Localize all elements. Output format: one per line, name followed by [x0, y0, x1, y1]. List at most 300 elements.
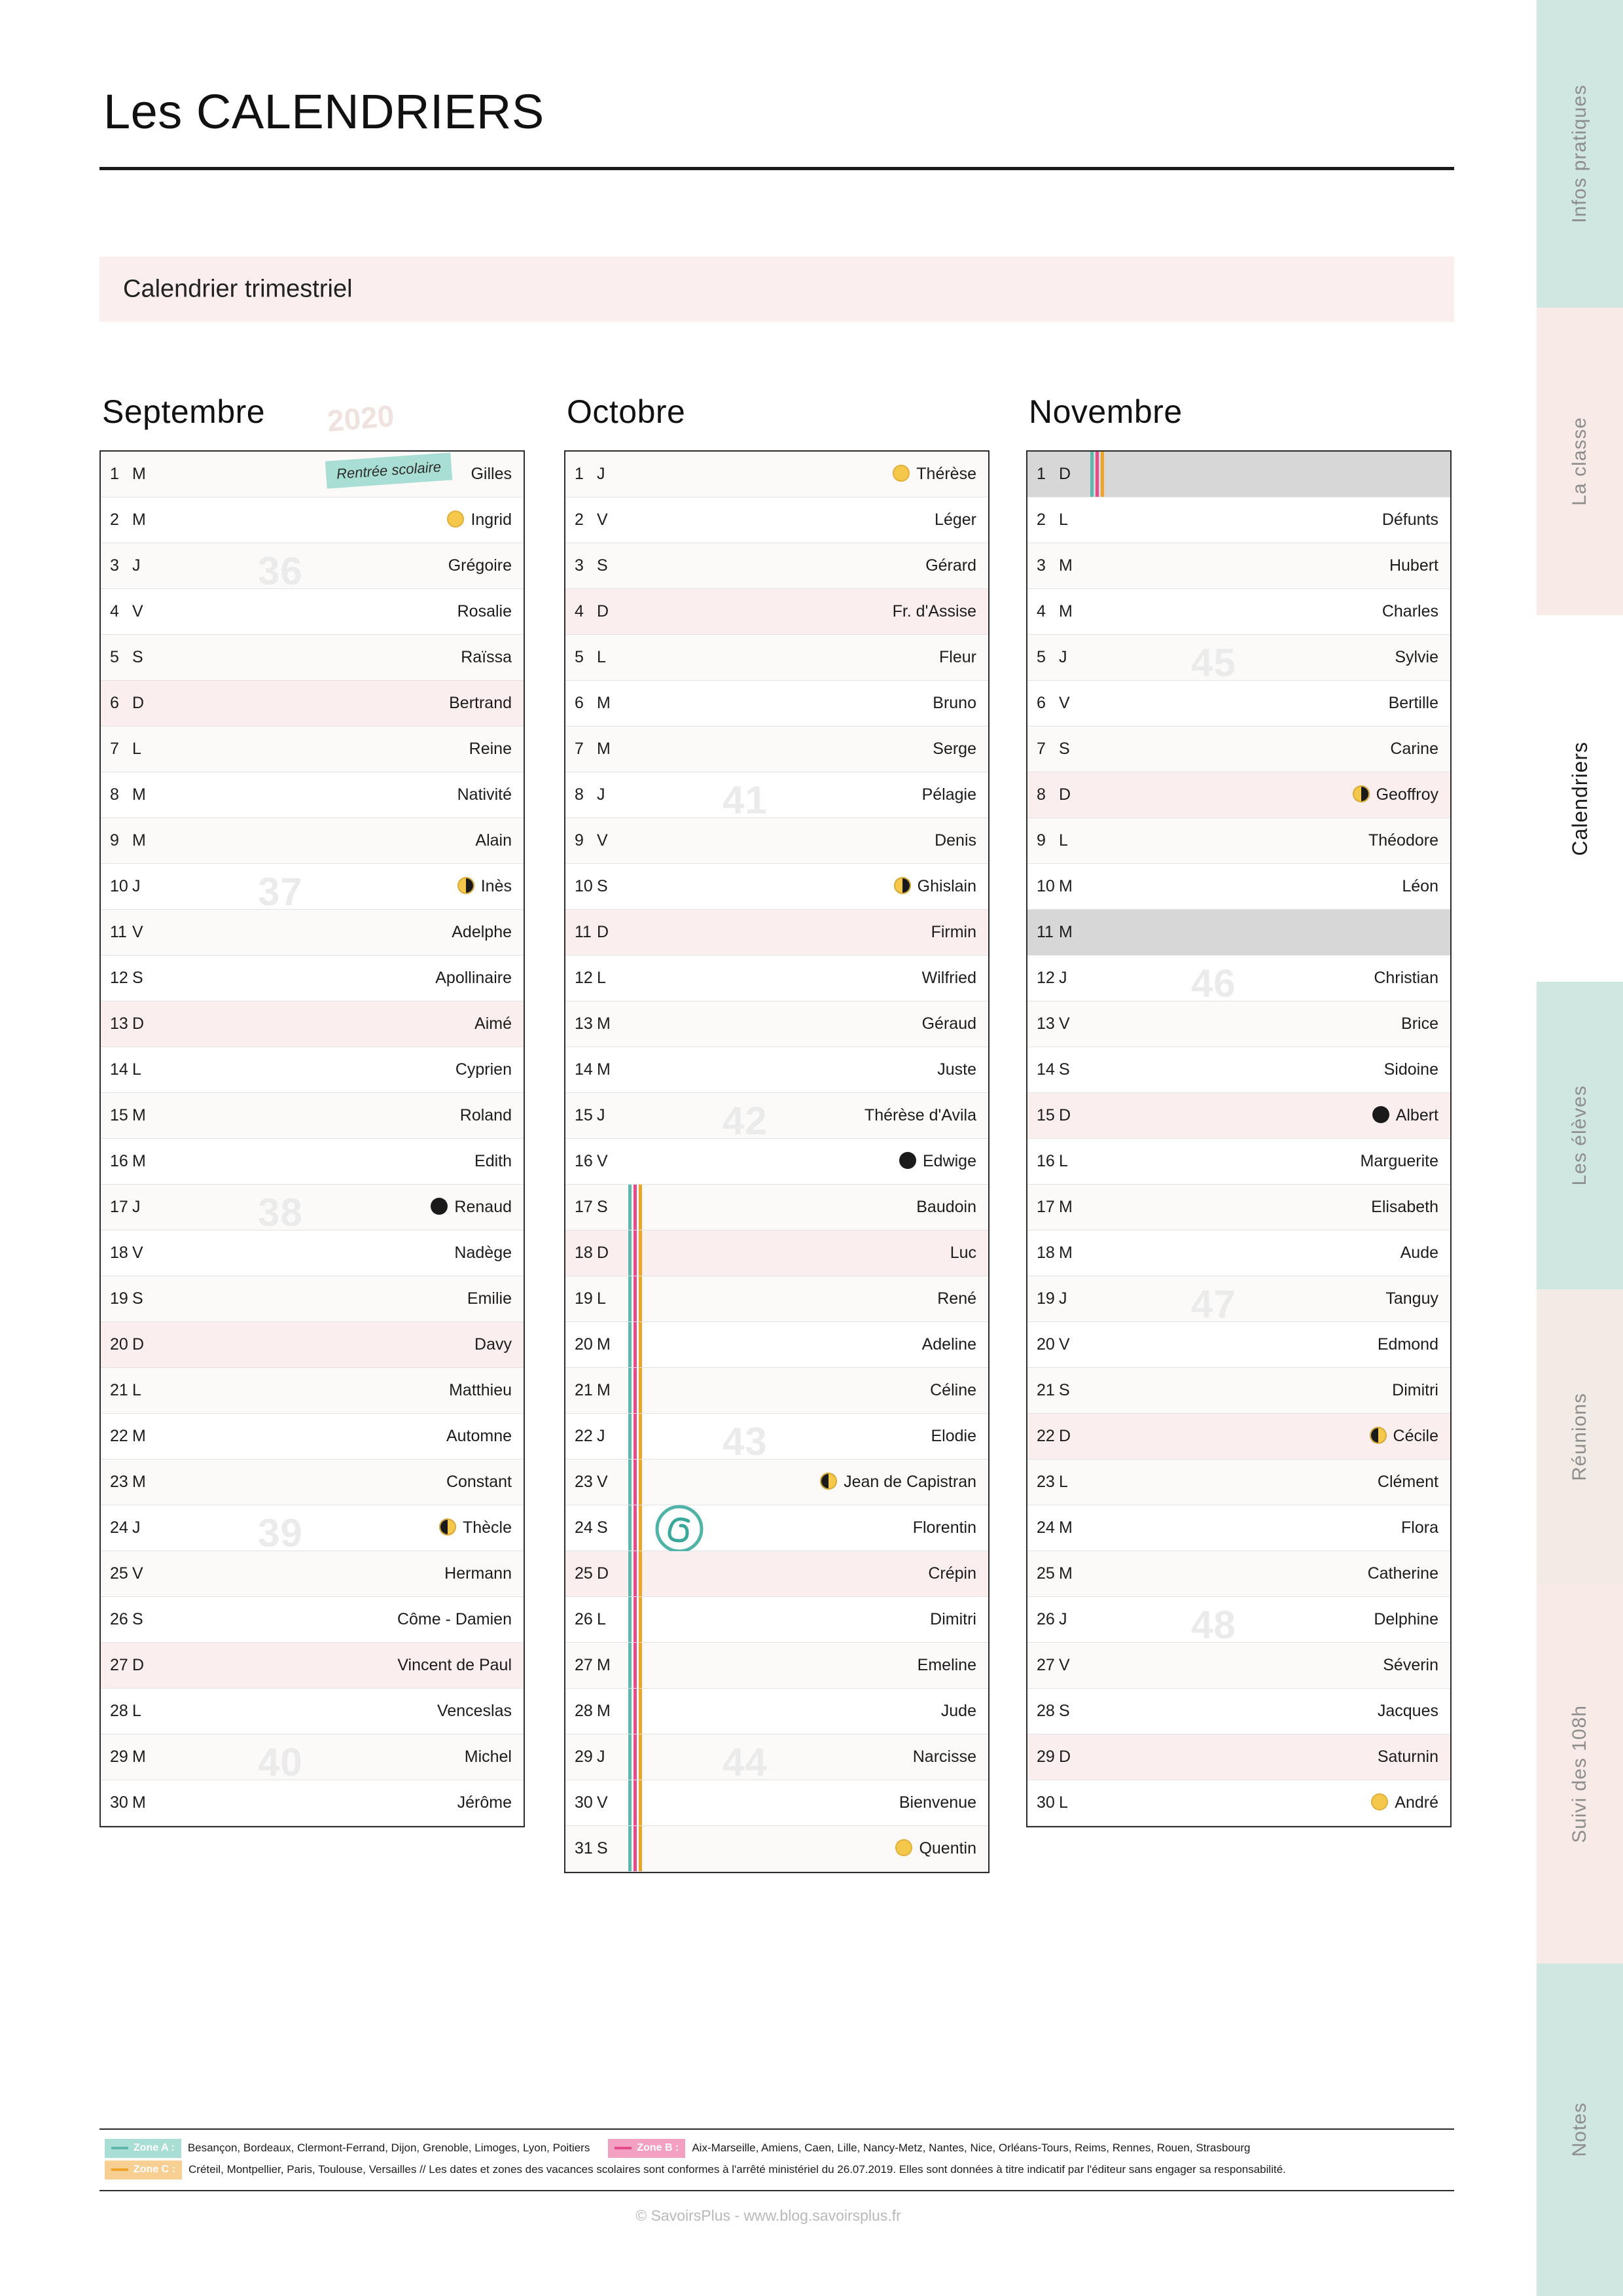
saint-name: Thècle — [462, 1518, 512, 1537]
day-number: 8 — [110, 785, 119, 804]
day-row[interactable] — [1027, 1368, 1450, 1414]
saint-name-cell — [162, 1656, 524, 1675]
day-row[interactable] — [1027, 589, 1450, 635]
day-row[interactable] — [1027, 1139, 1450, 1185]
day-letter: M — [132, 1152, 146, 1170]
day-row[interactable] — [101, 1001, 524, 1047]
day-number: 28 — [110, 1702, 128, 1720]
day-number: 6 — [1037, 694, 1046, 712]
saint-name-cell — [162, 511, 524, 529]
day-number: 22 — [1037, 1427, 1055, 1445]
saint-name: Geoffroy — [1376, 785, 1438, 804]
day-row[interactable] — [565, 543, 988, 589]
day-row[interactable] — [101, 681, 524, 726]
day-letter: M — [1059, 923, 1073, 941]
day-letter: V — [597, 1152, 608, 1170]
day-row[interactable] — [1027, 1460, 1450, 1505]
day-row[interactable] — [101, 1643, 524, 1689]
saint-name: Aimé — [474, 1014, 512, 1033]
saint-name: Edith — [474, 1152, 512, 1170]
day-row[interactable] — [1027, 497, 1450, 543]
day-row[interactable] — [565, 1460, 988, 1505]
day-row[interactable] — [565, 452, 988, 497]
day-letter: D — [132, 1335, 145, 1354]
saint-name: Hubert — [1389, 556, 1438, 575]
day-row[interactable] — [565, 1139, 988, 1185]
day-letter: S — [1059, 1381, 1070, 1399]
day-letter: V — [597, 511, 608, 529]
saint-name-cell — [627, 1748, 988, 1767]
day-letter: L — [1059, 1473, 1068, 1491]
saint-name: Saturnin — [1377, 1748, 1438, 1766]
saint-name: Quentin — [919, 1839, 976, 1857]
saint-name: Céline — [930, 1381, 976, 1399]
saint-name: Bertrand — [449, 694, 512, 712]
saint-name-cell — [1089, 1702, 1450, 1721]
day-row[interactable] — [101, 910, 524, 956]
day-row[interactable] — [565, 864, 988, 910]
day-number: 10 — [1037, 877, 1055, 895]
saint-name-cell — [162, 556, 524, 575]
day-row[interactable] — [1027, 818, 1450, 864]
day-letter: D — [597, 1564, 609, 1583]
day-row[interactable] — [101, 1734, 524, 1780]
week-number: 42 — [722, 1099, 768, 1143]
moon-phase-icon — [893, 465, 910, 482]
day-row[interactable] — [101, 497, 524, 543]
month-table — [99, 450, 525, 1827]
day-row[interactable] — [1027, 1230, 1450, 1276]
saint-name: Jacques — [1377, 1702, 1438, 1720]
day-row[interactable] — [101, 726, 524, 772]
day-letter: D — [132, 1656, 145, 1674]
zone-c-text: Créteil, Montpellier, Paris, Toulouse, Versailles // Les dates et zones des vacances scolaires sont conformes à l'arrêté ministériel du 26.07.2019. Elles sont données à titre indicatif par l'éditeur sans engager sa responsabilité. — [188, 2163, 1286, 2176]
saint-name: Fleur — [939, 648, 976, 666]
day-number: 26 — [1037, 1610, 1055, 1628]
day-number: 21 — [575, 1381, 593, 1399]
rail-tab-les-l-ves[interactable] — [1537, 982, 1623, 1289]
saint-name: Automne — [446, 1427, 512, 1445]
saint-name: Rosalie — [457, 602, 512, 620]
day-letter: S — [132, 1289, 143, 1308]
saint-name-cell — [162, 1518, 524, 1537]
day-letter: S — [132, 969, 143, 987]
day-row[interactable] — [565, 635, 988, 681]
saint-name-cell — [162, 1702, 524, 1721]
day-letter: D — [1059, 1106, 1071, 1124]
saint-name: Jude — [940, 1702, 976, 1720]
day-letter: M — [1059, 602, 1073, 620]
zone-c-chip — [105, 2161, 182, 2179]
day-letter: L — [132, 740, 141, 758]
saint-name-cell — [627, 1244, 988, 1263]
saint-name: Constant — [446, 1473, 512, 1491]
day-row[interactable] — [1027, 1597, 1450, 1643]
day-number: 24 — [110, 1518, 128, 1537]
day-letter: M — [132, 831, 146, 850]
day-number: 26 — [110, 1610, 128, 1628]
day-letter: V — [1059, 694, 1070, 712]
saint-name: Ingrid — [471, 511, 512, 529]
day-row[interactable] — [565, 1826, 988, 1872]
day-letter: D — [132, 694, 145, 712]
day-number: 16 — [1037, 1152, 1055, 1170]
day-number: 30 — [1037, 1793, 1055, 1812]
day-row[interactable] — [565, 1001, 988, 1047]
day-number: 12 — [110, 969, 128, 987]
day-row[interactable] — [101, 1047, 524, 1093]
day-number: 19 — [575, 1289, 593, 1308]
saint-name-cell — [1089, 969, 1450, 988]
day-row[interactable] — [1027, 1505, 1450, 1551]
saint-name-cell — [162, 740, 524, 759]
saint-name-cell — [627, 1060, 988, 1079]
saint-name-cell — [1089, 1198, 1450, 1217]
saint-name: Marguerite — [1360, 1152, 1438, 1170]
day-row[interactable] — [1027, 1047, 1450, 1093]
saint-name-cell — [1089, 1289, 1450, 1308]
day-row[interactable] — [1027, 1322, 1450, 1368]
saint-name-cell — [1089, 1564, 1450, 1583]
day-number: 26 — [575, 1610, 593, 1628]
saint-name: Gérard — [925, 556, 976, 575]
day-number: 22 — [575, 1427, 593, 1445]
week-number: 41 — [722, 778, 768, 822]
day-row[interactable] — [565, 910, 988, 956]
day-row[interactable] — [1027, 635, 1450, 681]
saint-name: Jérôme — [457, 1793, 512, 1812]
saint-name: Serge — [933, 740, 976, 758]
day-letter: L — [132, 1702, 141, 1720]
day-row[interactable] — [565, 1643, 988, 1689]
day-row[interactable] — [565, 1780, 988, 1826]
day-number: 12 — [575, 969, 593, 987]
saint-name: Géraud — [921, 1014, 976, 1033]
day-letter: M — [132, 785, 146, 804]
saint-name-cell — [1089, 1427, 1450, 1446]
saint-name-cell — [162, 1198, 524, 1217]
saint-name: Tanguy — [1385, 1289, 1438, 1308]
day-number: 15 — [110, 1106, 128, 1124]
day-row[interactable] — [1027, 1551, 1450, 1597]
saint-name-cell — [627, 1014, 988, 1033]
zone-c-label: Zone C : — [134, 2163, 175, 2175]
rail-tab-infos-pratiques[interactable] — [1537, 0, 1623, 308]
saint-name: Clément — [1377, 1473, 1438, 1491]
day-row[interactable] — [1027, 1001, 1450, 1047]
day-row[interactable] — [1027, 543, 1450, 589]
day-letter: J — [132, 1518, 141, 1537]
saint-name-cell — [162, 1152, 524, 1171]
day-letter: M — [597, 1060, 611, 1079]
day-row[interactable] — [565, 1185, 988, 1230]
day-letter: M — [597, 1702, 611, 1720]
saint-name-cell — [1089, 1656, 1450, 1675]
month-name: Novembre — [1029, 393, 1183, 430]
day-row[interactable] — [101, 1597, 524, 1643]
saint-name: Juste — [937, 1060, 976, 1079]
day-row[interactable] — [565, 589, 988, 635]
day-letter: J — [132, 556, 141, 575]
day-row[interactable] — [101, 1368, 524, 1414]
day-number: 12 — [1037, 969, 1055, 987]
day-number: 5 — [110, 648, 119, 666]
saint-name-cell — [1089, 831, 1450, 850]
saint-name: Firmin — [931, 923, 976, 941]
zone-c-dash-icon — [111, 2168, 128, 2171]
day-row[interactable] — [1027, 1689, 1450, 1734]
saint-name-cell — [162, 1427, 524, 1446]
day-row[interactable] — [101, 1460, 524, 1505]
saint-name: Ghislain — [917, 877, 976, 895]
saint-name-cell — [162, 1564, 524, 1583]
month-column-octobre — [564, 393, 990, 1873]
day-letter: V — [132, 1564, 143, 1583]
saint-name: Côme - Damien — [397, 1610, 512, 1628]
day-letter: L — [1059, 831, 1068, 850]
saint-name: Adelphe — [452, 923, 512, 941]
rail-tab-label: La classe — [1569, 417, 1590, 506]
day-row[interactable] — [101, 1230, 524, 1276]
day-row[interactable] — [565, 1734, 988, 1780]
day-row[interactable] — [1027, 910, 1450, 956]
day-letter: M — [1059, 1198, 1073, 1216]
day-letter: L — [597, 1289, 606, 1308]
side-tab-rail — [1537, 0, 1623, 2296]
moon-phase-icon — [439, 1518, 456, 1535]
day-row[interactable] — [565, 726, 988, 772]
day-number: 21 — [110, 1381, 128, 1399]
day-row[interactable] — [101, 1780, 524, 1826]
day-row[interactable] — [101, 1689, 524, 1734]
day-row[interactable] — [1027, 1276, 1450, 1322]
day-number: 21 — [1037, 1381, 1055, 1399]
saint-name: Luc — [950, 1244, 976, 1262]
page-title-light: Les — [103, 84, 196, 139]
moon-phase-icon — [1353, 785, 1370, 802]
day-row[interactable] — [101, 1276, 524, 1322]
saint-name: Elodie — [931, 1427, 976, 1445]
day-number: 19 — [1037, 1289, 1055, 1308]
saint-name-cell — [627, 1793, 988, 1812]
day-row[interactable] — [1027, 1414, 1450, 1460]
saint-name-cell — [162, 969, 524, 988]
saint-name: Nativité — [457, 785, 512, 804]
saint-name: Roland — [459, 1106, 512, 1124]
day-letter: J — [597, 1427, 605, 1445]
day-row[interactable] — [565, 1322, 988, 1368]
day-letter: M — [597, 694, 611, 712]
day-row[interactable] — [101, 589, 524, 635]
day-row[interactable] — [101, 818, 524, 864]
day-number: 27 — [1037, 1656, 1055, 1674]
day-row[interactable] — [101, 452, 524, 497]
day-number: 29 — [110, 1748, 128, 1766]
moon-phase-icon — [457, 877, 474, 894]
day-row[interactable] — [1027, 864, 1450, 910]
saint-name: Bertille — [1388, 694, 1438, 712]
saint-name-cell — [162, 694, 524, 713]
rail-tab-la-classe[interactable] — [1537, 308, 1623, 615]
saint-name-cell — [162, 1793, 524, 1812]
day-row[interactable] — [565, 1414, 988, 1460]
day-row[interactable] — [101, 1551, 524, 1597]
day-number: 16 — [575, 1152, 593, 1170]
day-letter: V — [132, 1244, 143, 1262]
day-row[interactable] — [565, 1689, 988, 1734]
rail-tab-suivi-des-108h[interactable] — [1537, 1584, 1623, 1964]
day-letter: D — [597, 1244, 609, 1262]
saint-name-cell — [1089, 648, 1450, 667]
saint-name-cell — [627, 1839, 988, 1858]
day-row[interactable] — [101, 1093, 524, 1139]
day-number: 25 — [575, 1564, 593, 1583]
saint-name-cell — [1089, 1610, 1450, 1629]
day-number: 3 — [110, 556, 119, 575]
day-row[interactable] — [101, 543, 524, 589]
day-number: 1 — [575, 465, 584, 483]
saint-name: Hermann — [444, 1564, 512, 1583]
saint-name: Elisabeth — [1371, 1198, 1438, 1216]
day-row[interactable] — [565, 1047, 988, 1093]
saint-name: Séverin — [1383, 1656, 1438, 1674]
saint-name-cell — [627, 1335, 988, 1354]
day-row[interactable] — [1027, 452, 1450, 497]
rail-tab-notes[interactable] — [1537, 1964, 1623, 2296]
day-row[interactable] — [565, 1368, 988, 1414]
day-letter: M — [132, 1106, 146, 1124]
saint-name: Baudoin — [916, 1198, 976, 1216]
saint-name-cell — [1089, 556, 1450, 575]
saint-name: Bienvenue — [899, 1793, 976, 1812]
legend-row-2 — [99, 2159, 1454, 2181]
day-row[interactable] — [1027, 1643, 1450, 1689]
saint-name-cell — [627, 602, 988, 621]
day-number: 29 — [575, 1748, 593, 1766]
legend-row-1 — [99, 2138, 1454, 2159]
saint-name-cell — [627, 1381, 988, 1400]
day-number: 14 — [110, 1060, 128, 1079]
saint-name-cell — [627, 1656, 988, 1675]
zone-stripe-b — [1096, 452, 1099, 497]
day-letter: J — [597, 465, 605, 483]
saint-name: Wilfried — [921, 969, 976, 987]
saint-name-cell — [1089, 1748, 1450, 1767]
day-letter: D — [132, 1014, 145, 1033]
moon-phase-icon — [1371, 1793, 1388, 1810]
day-row[interactable] — [565, 1551, 988, 1597]
saint-name: Albert — [1395, 1106, 1438, 1124]
day-row[interactable] — [101, 635, 524, 681]
rail-tab-label: Suivi des 108h — [1569, 1704, 1590, 1843]
day-row[interactable] — [101, 1322, 524, 1368]
rail-tab-label: Notes — [1569, 2102, 1590, 2157]
day-number: 17 — [1037, 1198, 1055, 1216]
saint-name-cell — [1089, 1244, 1450, 1263]
day-row[interactable] — [1027, 1185, 1450, 1230]
saint-name-cell — [627, 1289, 988, 1308]
day-row[interactable] — [565, 1093, 988, 1139]
day-row[interactable] — [565, 1505, 988, 1551]
day-row[interactable] — [1027, 956, 1450, 1001]
month-column-novembre — [1026, 393, 1452, 1827]
rail-tab-label: Infos pratiques — [1569, 84, 1590, 223]
zone-a-dash-icon — [111, 2147, 128, 2149]
day-letter: D — [1059, 1427, 1071, 1445]
day-number: 18 — [1037, 1244, 1055, 1262]
saint-name-cell — [162, 1060, 524, 1079]
day-row[interactable] — [565, 956, 988, 1001]
week-number: 45 — [1191, 641, 1236, 685]
day-letter: J — [597, 785, 605, 804]
day-number: 19 — [110, 1289, 128, 1308]
saint-name-cell — [1089, 1381, 1450, 1400]
moon-phase-icon — [1370, 1427, 1387, 1444]
saint-name: Michel — [464, 1748, 512, 1766]
day-number: 29 — [1037, 1748, 1055, 1766]
rail-tab-r-unions[interactable] — [1537, 1289, 1623, 1584]
day-row[interactable] — [101, 1185, 524, 1230]
day-number: 6 — [575, 694, 584, 712]
rail-tab-calendriers[interactable] — [1537, 615, 1623, 982]
rail-tab-label: Calendriers — [1567, 741, 1592, 856]
day-row[interactable] — [1027, 1780, 1450, 1826]
year-badge: 2020 — [325, 398, 396, 439]
day-letter: M — [132, 1427, 146, 1445]
saint-name-cell — [627, 740, 988, 759]
day-letter: S — [597, 877, 608, 895]
day-row[interactable] — [1027, 772, 1450, 818]
title-divider — [99, 167, 1454, 170]
day-row[interactable] — [565, 772, 988, 818]
saint-name-cell — [627, 465, 988, 484]
day-row[interactable] — [565, 818, 988, 864]
day-row[interactable] — [1027, 681, 1450, 726]
day-row[interactable] — [565, 1230, 988, 1276]
day-letter: J — [1059, 648, 1067, 666]
week-number: 44 — [722, 1740, 768, 1784]
day-row[interactable] — [101, 1505, 524, 1551]
day-row[interactable] — [1027, 1734, 1450, 1780]
day-row[interactable] — [101, 956, 524, 1001]
saint-name: Nadège — [454, 1244, 512, 1262]
page-title — [103, 84, 544, 139]
day-row[interactable] — [1027, 726, 1450, 772]
day-number: 11 — [1037, 923, 1054, 941]
moon-phase-icon — [820, 1473, 837, 1490]
day-row[interactable] — [101, 1139, 524, 1185]
month-table — [564, 450, 990, 1873]
saint-name-cell — [162, 785, 524, 804]
saint-name: Vincent de Paul — [397, 1656, 512, 1674]
day-letter: D — [1059, 1748, 1071, 1766]
day-row[interactable] — [565, 1276, 988, 1322]
saint-name: Matthieu — [449, 1381, 512, 1399]
day-letter: V — [597, 831, 608, 850]
legend — [99, 2128, 1454, 2191]
day-row[interactable] — [565, 681, 988, 726]
saint-name-cell — [627, 831, 988, 850]
day-row[interactable] — [101, 864, 524, 910]
day-row[interactable] — [101, 1414, 524, 1460]
day-row[interactable] — [565, 1597, 988, 1643]
day-number: 17 — [110, 1198, 128, 1216]
day-letter: L — [597, 648, 606, 666]
day-row[interactable] — [101, 772, 524, 818]
day-row[interactable] — [565, 497, 988, 543]
saint-name-cell — [1089, 740, 1450, 759]
day-row[interactable] — [1027, 1093, 1450, 1139]
